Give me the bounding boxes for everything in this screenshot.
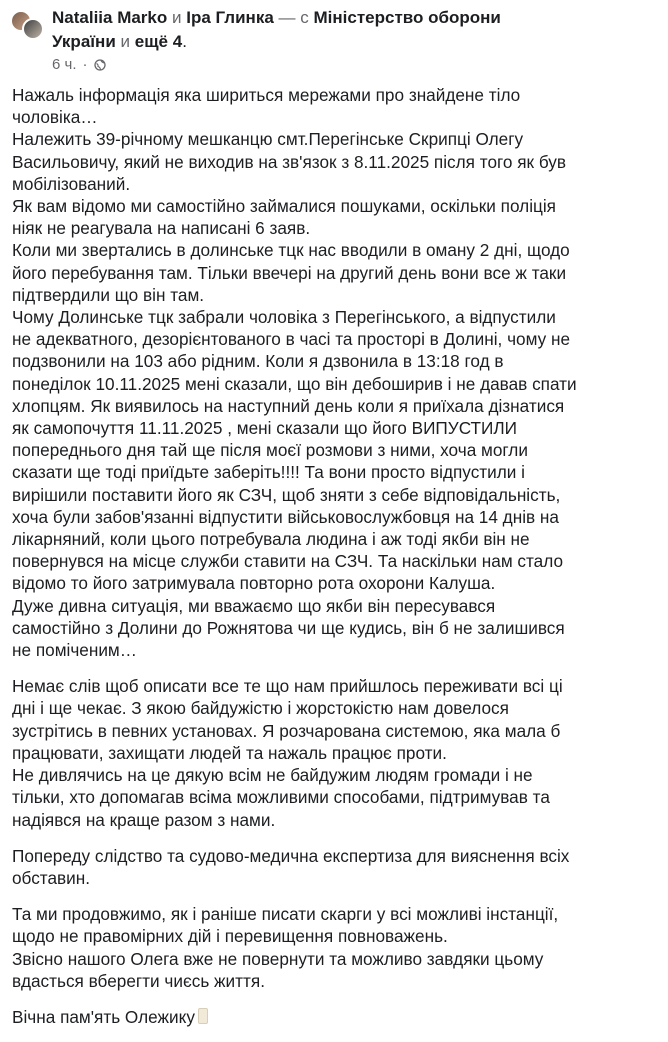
post-text-line: щодо не правомірних дій і перевищення повноважень. [12,926,448,947]
post-text-line: лікарняний, коли цього потребувала людина і аж тоді якби він не [12,529,530,550]
post-text-line: Нажаль інформація яка шириться мережами про знайдене тіло [12,85,521,105]
post-text-line: надіявся на краще разом з нами. [12,809,276,830]
post-text-line: вдасться вберегти чиєсь життя. [12,970,265,991]
conjunction: и [120,32,131,51]
post-text-line: попереднього дня тай ще після моєї розмови з ними, хоча могли [12,440,528,461]
post-text-line: Як вам відомо ми самостійно займалися пошуками, оскільки поліція [12,196,556,217]
trailing-dot: . [182,32,187,51]
post-text-line: не поміченим… [12,640,137,661]
avatar-group[interactable] [10,10,50,50]
conjunction: и [172,8,182,27]
post-text-line: тільки, хто допомагав всіма можливими способами, підтримував та [12,787,550,808]
post-text-line: дні і ще чекає. З якою байдужістю і жорстокістю нам довелося [12,698,509,719]
post-text-line: Немає слів щоб описати все те що нам прийшлось переживати всі ці [12,676,563,697]
meta-separator: · [82,56,88,73]
post-text-line: не адекватного, дезорієнтованого в часі та просторі в Долині, чому не [12,329,571,350]
post-text-line: як самопочуття 11.11.2025 , мені сказали що його ВИПУСТИЛИ [12,418,518,439]
post-text-line: Коли ми звертались в долинське тцк нас вводили в оману 2 дні, щодо [12,240,570,261]
post-text-line: сказати ще тоді приїдьте заберіть!!!! Та вони просто відпустили і [12,462,525,483]
author-link[interactable]: Іра Глинка [186,8,274,27]
post-body [12,84,662,1042]
post-text-line: самостійно з Долини до Рожнятова чи ще кудись, він б не залишився [12,617,565,638]
candle-icon [198,1008,208,1024]
avatar[interactable] [22,18,44,40]
post-paragraph [12,1006,662,1028]
post-text-line: подзвонили на 103 або рідним. Коли я дзвонила в 13:18 год в [12,351,504,372]
post-text-line: відомо то його затримувала повторно рота охорони Калуша. [12,573,496,594]
post-meta [52,56,106,73]
post-text-line: Чому Долинське тцк забрали чоловіка з Перегінського, а відпустили [12,307,556,328]
post-text-line: Та ми продовжимо, як і раніше писати скарги у всі можливі інстанції, [12,904,559,925]
post-paragraph [12,903,662,992]
with-text: — с [278,8,309,27]
post-time[interactable]: 6 ч. [52,56,77,73]
post-authors [52,6,652,54]
post-text-line: його перебування там. Тільки ввечері на другий день вони все ж таки [12,262,567,283]
post-paragraph [12,845,662,889]
post-header [10,6,660,76]
tagged-page-link[interactable]: Міністерство оборони України [52,8,501,51]
globe-icon[interactable] [94,59,106,71]
post-text-line: вирішили поставити його як СЗЧ, щоб зняти з себе відповідальність, [12,484,561,505]
post-text-line: підтвердили що він там. [12,284,205,305]
post-text-line: чоловіка… [12,107,98,128]
post-text-line: хоча були забов'язанні відпустити військовослужбовця на 14 днів на [12,506,559,527]
post-text-line: Звісно нашого Олега вже не повернути та можливо завдяки цьому [12,948,544,969]
post-text-line: повернувся на місце служби ставити на СЗЧ. Та наскільки нам стало [12,551,564,572]
post-text-line: понеділок 10.11.2025 мені сказали, що він дебоширив і не давав спати [12,373,577,394]
author-link[interactable]: Nataliia Marko [52,8,168,27]
post-text-line: працювати, захищати людей та нажаль працює проти. [12,742,447,763]
others-link[interactable]: ещё 4 [134,32,183,51]
post-text-line: Вічна пам'ять Олежику [12,1006,195,1027]
post-text-line: Належить 39-річному мешканцю смт.Перегінське Скрипці Олегу [12,129,524,150]
post-text-line: Попереду слідство та судово-медична експертиза для вияснення всіх [12,845,570,866]
post-text-line: ніяк не реагувала на написані 6 заяв. [12,218,311,239]
post-text-line: хлопцям. Як виявилось на наступний день коли я приїхала дізнатися [12,395,565,416]
post-text-line: Васильовичу, який не виходив на зв'язок з 8.11.2025 після того як був [12,151,567,172]
post-text-line: мобілізований. [12,173,131,194]
post-text-line: Дуже дивна ситуація, ми вважаємо що якби він пересувався [12,595,496,616]
post-paragraph [12,675,662,830]
post-text-line: зустрітись в певних установах. Я розчарована системою, яка мала б [12,720,561,741]
post-paragraph [12,84,662,661]
post-text-line: Не дивлячись на це дякую всім не байдужим людям громади і не [12,765,533,786]
post-text-line: обставин. [12,867,91,888]
